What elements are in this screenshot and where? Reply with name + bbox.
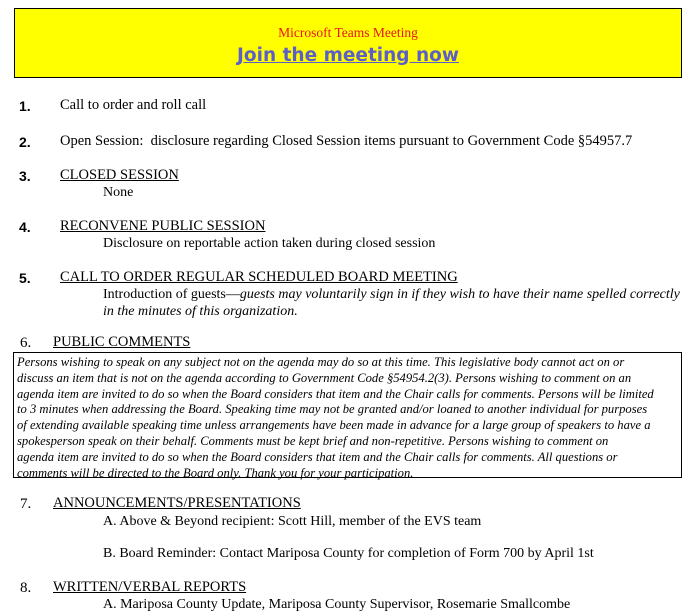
sub-item: B. Board Reminder: Contact Mariposa County for completion of Form 700 by April 1st: [103, 546, 594, 561]
item-title: WRITTEN/VERBAL REPORTS: [53, 579, 247, 595]
item-number: 2.: [19, 134, 31, 150]
item-number: 6.: [20, 335, 32, 351]
sub-item: A. Above & Beyond recipient: Scott Hill, member of the EVS team: [103, 514, 482, 529]
item-detail-continued: in the minutes of this organization.: [103, 304, 298, 319]
item-title: RECONVENE PUBLIC SESSION: [60, 218, 266, 234]
open-session-label: Open Session:: [60, 133, 144, 149]
sub-item: A. Mariposa County Update, Mariposa County Supervisor, Rosemarie Smallcombe: [103, 597, 571, 612]
teams-meeting-banner: [14, 8, 682, 78]
item-number: 5.: [19, 270, 31, 286]
item-detail: None: [103, 185, 134, 200]
item-title: CALL TO ORDER REGULAR SCHEDULED BOARD MEETING: [60, 269, 458, 285]
item-detail: [103, 287, 680, 303]
item-number: 8.: [20, 580, 32, 596]
open-session-text: disclosure regarding Closed Session items pursuant to Government Code §54957.7: [143, 133, 633, 149]
notice-line: to 3 minutes when addressing the Board. Speaking time may not be granted and/or loaned to another individual for purposes: [17, 402, 648, 417]
item-title: [60, 133, 632, 150]
meeting-title: Microsoft Teams Meeting: [278, 25, 418, 40]
notice-line: agenda item are invited to do so when the Board considers that item and the Chair calls for comments. All questions or: [17, 449, 618, 464]
item-title: CLOSED SESSION: [60, 167, 179, 183]
item-number: 1.: [19, 98, 31, 114]
item-number: 7.: [20, 496, 32, 512]
item-detail: Disclosure on reportable action taken during closed session: [103, 236, 436, 251]
item-title: Call to order and roll call: [60, 97, 207, 113]
notice-line: of extending available speaking time unless arrangements have been made in advance for a large group of speakers to have a: [17, 418, 651, 433]
join-meeting-link[interactable]: Join the meeting now: [237, 45, 459, 66]
notice-line: Persons wishing to speak on any subject not on the agenda may do so at this time. This legislative body cannot act on or: [17, 355, 625, 369]
item-number: 4.: [19, 219, 31, 235]
item-number: 3.: [19, 168, 31, 184]
guests-intro: Introduction of guests—: [103, 287, 240, 302]
public-comments-notice: [13, 352, 682, 478]
notice-line: agenda item are invited to do so when the Board considers that item and the Chair calls for comments. Persons will be limited: [17, 386, 654, 401]
notice-line: spokesperson speak on their behalf. Comments must be kept brief and non-repetitive. Persons wishing to comment on: [17, 433, 609, 448]
item-title: PUBLIC COMMENTS: [53, 334, 191, 350]
guests-note: guests may voluntarily sign in if they wish to have their name spelled correctly: [239, 287, 680, 302]
notice-line: discuss an item that is not on the agenda according to Government Code §54954.2(3). Persons wishing to comment on an: [17, 370, 632, 385]
item-title: ANNOUNCEMENTS/PRESENTATIONS: [53, 495, 301, 511]
notice-line: comments will be directed to the Board only. Thank you for your participation.: [17, 465, 414, 480]
